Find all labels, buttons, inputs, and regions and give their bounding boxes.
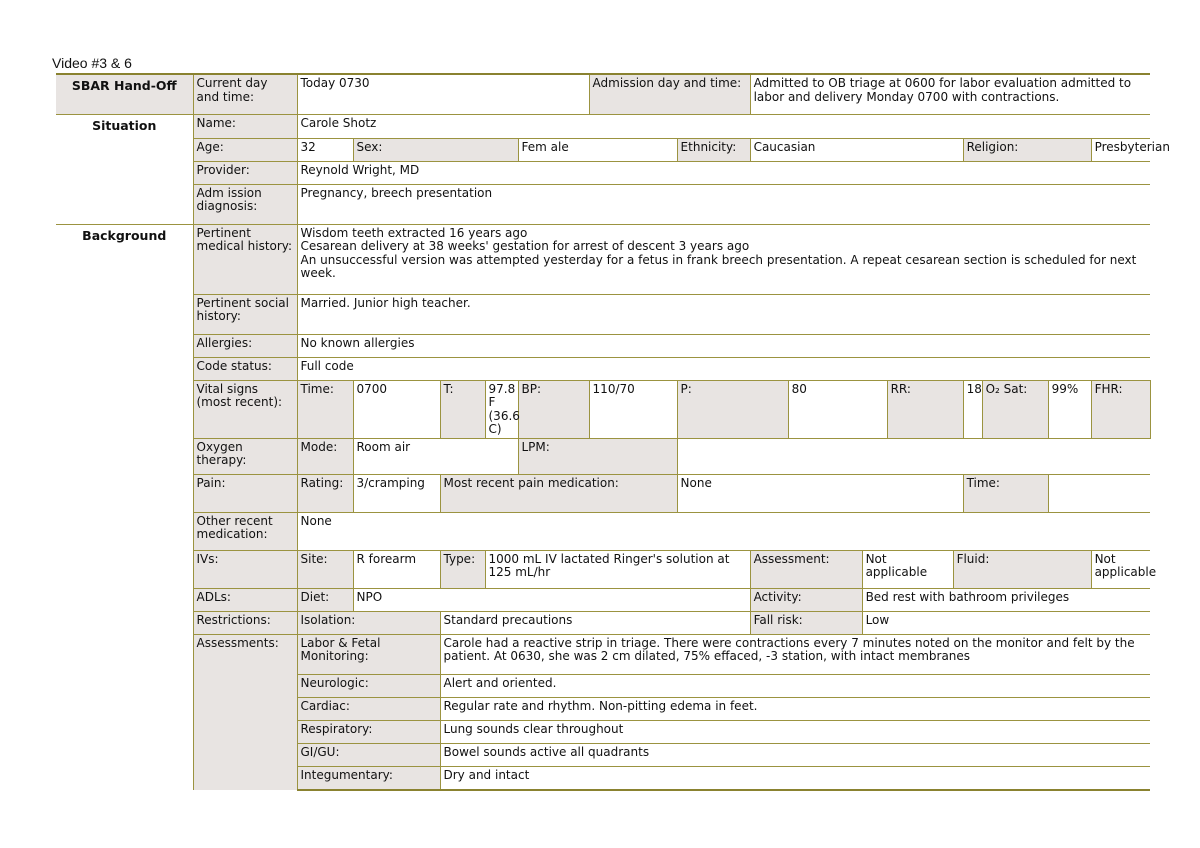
vital-o2-label: O₂ Sat: — [982, 380, 1048, 438]
name-value: Carole Shotz — [297, 114, 1150, 138]
admission-day-label: Admission day and time: — [589, 74, 750, 114]
oxygen-mode-label: Mode: — [297, 438, 353, 474]
oxygen-lpm-value — [677, 438, 1150, 474]
social-history-label: Pertinent social history: — [193, 294, 297, 334]
pain-row — [56, 474, 1150, 512]
medical-history-line: An unsuccessful version was attempted yesterday for a fetus in frank breech presentation. A repeat cesarean section is scheduled for next week. — [300, 252, 1137, 280]
assessment-item-label: Neurologic: — [297, 674, 440, 697]
ethnicity-value: Caucasian — [750, 138, 963, 161]
sex-label: Sex: — [353, 138, 518, 161]
vital-o2-value: 99% — [1048, 380, 1091, 438]
religion-label: Religion: — [963, 138, 1091, 161]
diagnosis-label: Adm ission diagnosis: — [193, 184, 297, 224]
sex-value: Fem ale — [518, 138, 677, 161]
diet-value: NPO — [353, 588, 750, 611]
vital-time-value: 0700 — [353, 380, 440, 438]
vital-pulse-label: P: — [677, 380, 788, 438]
pain-label: Pain: — [193, 474, 297, 512]
diagnosis-value: Pregnancy, breech presentation — [297, 184, 1150, 224]
iv-site-label: Site: — [297, 550, 353, 588]
vital-temp-value: 97.8 F (36.6 C) — [485, 380, 518, 438]
pain-med-label: Most recent pain medication: — [440, 474, 677, 512]
vital-time-label: Time: — [297, 380, 353, 438]
pain-time-value — [1048, 474, 1150, 512]
pain-rating-label: Rating: — [297, 474, 353, 512]
admission-day-value: Admitted to OB triage at 0600 for labor evaluation admitted to labor and delivery Monday 0700 with contractions. — [750, 74, 1150, 114]
medical-history-line: Wisdom teeth extracted 16 years ago — [300, 225, 528, 240]
assessment-item-value: Carole had a reactive strip in triage. There were contractions every 7 minutes noted on the monitor and felt by the patient. At 0630, she was 2 cm dilated, 75% effaced, -3 station, with intact membranes — [440, 634, 1150, 674]
ivs-label: IVs: — [193, 550, 297, 588]
iv-site-value: R forearm — [353, 550, 440, 588]
social-history-value: Married. Junior high teacher. — [297, 294, 1150, 334]
assessment-item-value: Dry and intact — [440, 766, 1150, 790]
iv-type-value: 1000 mL IV lactated Ringer's solution at 125 mL/hr — [485, 550, 750, 588]
assessment-item-value: Bowel sounds active all quadrants — [440, 743, 1150, 766]
vital-rr-value: 18 — [963, 380, 982, 438]
assessments-label: Assessments: — [193, 634, 297, 790]
oxygen-lpm-label: LPM: — [518, 438, 677, 474]
pain-time-label: Time: — [963, 474, 1048, 512]
iv-fluid-label: Fluid: — [953, 550, 1091, 588]
oxygen-row — [56, 438, 1150, 474]
other-medication-label: Other recent medication: — [193, 512, 297, 550]
religion-value: Presbyterian — [1091, 138, 1150, 161]
vital-bp-value: 110/70 — [589, 380, 677, 438]
assessment-item-label: Respiratory: — [297, 720, 440, 743]
medical-history-value — [297, 224, 1150, 294]
restrictions-label: Restrictions: — [193, 611, 297, 634]
allergies-value: No known allergies — [297, 334, 1150, 357]
code-status-row — [56, 357, 1150, 380]
iv-type-label: Type: — [440, 550, 485, 588]
ethnicity-label: Ethnicity: — [677, 138, 750, 161]
adls-row — [56, 588, 1150, 611]
medical-history-label: Pertinent medical history: — [193, 224, 297, 294]
isolation-value: Standard precautions — [440, 611, 750, 634]
assessment-item-label: Labor & Fetal Monitoring: — [297, 634, 440, 674]
iv-fluid-value: Not applicable — [1091, 550, 1150, 588]
oxygen-label: Oxygen therapy: — [193, 438, 297, 474]
vital-signs-row — [56, 380, 1150, 438]
medical-history-row — [56, 224, 1150, 294]
code-status-label: Code status: — [193, 357, 297, 380]
current-day-label: Current day and time: — [193, 74, 297, 114]
medical-history-line: Cesarean delivery at 38 weeks' gestation for arrest of descent 3 years ago — [300, 239, 750, 253]
oxygen-mode-value: Room air — [353, 438, 518, 474]
age-row — [56, 138, 1150, 161]
activity-label: Activity: — [750, 588, 862, 611]
name-label: Name: — [193, 114, 297, 138]
header-row — [56, 74, 1150, 114]
assessment-item-label: Integumentary: — [297, 766, 440, 790]
code-status-value: Full code — [297, 357, 1150, 380]
assessment-item-value: Lung sounds clear throughout — [440, 720, 1150, 743]
iv-assessment-label: Assessment: — [750, 550, 862, 588]
fall-risk-value: Low — [862, 611, 1150, 634]
pain-rating-value: 3/cramping — [353, 474, 440, 512]
situation-heading: Situation — [56, 114, 193, 224]
iv-assessment-value: Not applicable — [862, 550, 953, 588]
adls-label: ADLs: — [193, 588, 297, 611]
sbar-handoff-table — [56, 73, 1170, 791]
assessment-item-value: Regular rate and rhythm. Non-pitting edema in feet. — [440, 697, 1150, 720]
fall-risk-label: Fall risk: — [750, 611, 862, 634]
activity-value: Bed rest with bathroom privileges — [862, 588, 1150, 611]
other-medication-value: None — [297, 512, 1150, 550]
diet-label: Diet: — [297, 588, 353, 611]
page-title: Video #3 & 6 — [52, 55, 132, 71]
ivs-row — [56, 550, 1150, 588]
background-heading: Background — [56, 224, 193, 790]
current-day-value: Today 0730 — [297, 74, 589, 114]
vital-pulse-value: 80 — [788, 380, 887, 438]
age-value: 32 — [297, 138, 353, 161]
assessment-item-label: Cardiac: — [297, 697, 440, 720]
pain-med-value: None — [677, 474, 963, 512]
provider-label: Provider: — [193, 161, 297, 184]
provider-row — [56, 161, 1150, 184]
provider-value: Reynold Wright, MD — [297, 161, 1150, 184]
vital-fhr-label: FHR: — [1091, 380, 1150, 438]
assessment-item-value: Alert and oriented. — [440, 674, 1150, 697]
other-medication-row — [56, 512, 1150, 550]
diagnosis-row — [56, 184, 1150, 224]
allergies-row — [56, 334, 1150, 357]
vital-rr-label: RR: — [887, 380, 963, 438]
vital-bp-label: BP: — [518, 380, 589, 438]
name-row — [56, 114, 1150, 138]
isolation-label: Isolation: — [297, 611, 440, 634]
assessment-row — [56, 634, 1150, 674]
assessment-item-label: GI/GU: — [297, 743, 440, 766]
age-label: Age: — [193, 138, 297, 161]
vital-temp-label: T: — [440, 380, 485, 438]
social-history-row — [56, 294, 1150, 334]
vital-signs-label: Vital signs (most recent): — [193, 380, 297, 438]
sbar-heading: SBAR Hand-Off — [56, 74, 193, 114]
allergies-label: Allergies: — [193, 334, 297, 357]
restrictions-row — [56, 611, 1150, 634]
